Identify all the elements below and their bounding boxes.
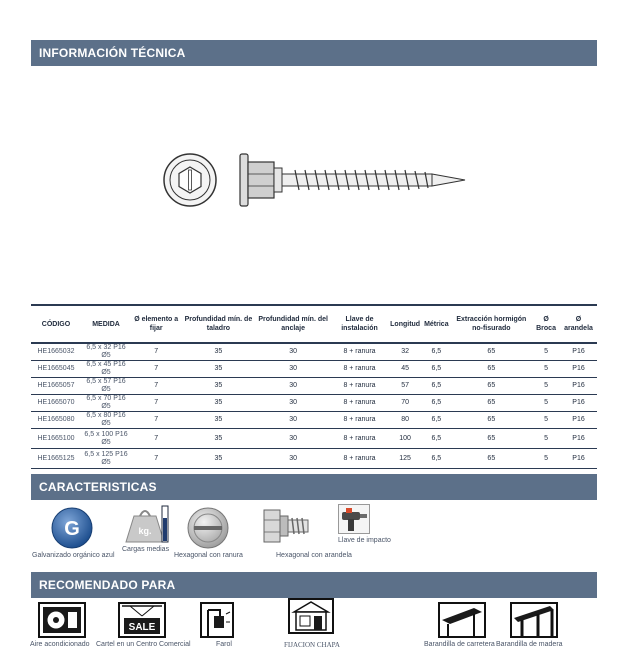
table-cell: 30: [289, 382, 298, 389]
table-row: [31, 361, 597, 378]
cell-medida: 6,5 x 32 P16 Ø5: [86, 344, 126, 359]
characteristic-galvanized: [32, 506, 115, 566]
recommended-sheet-fixing: [284, 598, 340, 654]
header-extraction: Extracción hormigón no-fisurado: [456, 316, 527, 332]
table-cell: 6,5: [431, 348, 442, 355]
header-metric: Métrica: [424, 320, 449, 328]
table-cell: 8 + ranura: [343, 348, 376, 355]
header-medida: MEDIDA: [92, 320, 120, 328]
table-row: [31, 395, 597, 412]
section-header-characteristics: CARACTERISTICAS: [31, 474, 597, 500]
recommended-label: FIJACION CHAPA: [284, 641, 340, 649]
table-cell: 7: [154, 399, 159, 406]
recommended-label: Aire acondicionado: [30, 641, 90, 648]
table-cell: 6,5: [431, 399, 442, 406]
characteristic-impact-wrench: [338, 504, 391, 564]
recommended-mall-sign: [96, 602, 191, 654]
table-cell: 100: [399, 434, 411, 442]
lamp-icon: [200, 602, 234, 638]
galvanized-badge-text: G: [64, 518, 80, 540]
table-cell: 5: [544, 399, 548, 406]
table-cell: 5: [544, 454, 548, 462]
table-cell: 65: [487, 454, 496, 462]
header-drill-depth: Profundidad mín. de taladro: [184, 316, 253, 332]
cell-medida: 6,5 x 57 P16 Ø5: [86, 378, 126, 393]
weight-icon: [120, 502, 172, 546]
cell-medida: 6,5 x 45 P16 Ø5: [86, 361, 126, 376]
air-conditioner-icon: [38, 602, 86, 638]
impact-wrench-icon: [338, 504, 370, 534]
table-cell: 35: [214, 454, 223, 462]
characteristic-hex-washer: [262, 502, 352, 562]
table-cell: P16: [572, 365, 585, 372]
table-row: [31, 449, 597, 469]
table-cell: 7: [154, 416, 159, 423]
cell-code: HE1665045: [37, 365, 75, 372]
table-cell: P16: [572, 416, 585, 423]
table-cell: 30: [289, 399, 298, 406]
table-cell: 35: [214, 416, 223, 423]
table-cell: 32: [401, 348, 409, 355]
table-cell: 30: [289, 365, 298, 372]
table-cell: 30: [289, 454, 298, 462]
cell-code: HE1665070: [37, 399, 75, 406]
table-cell: P16: [572, 348, 585, 355]
table-cell: P16: [572, 399, 585, 406]
sale-sign-icon: [118, 602, 166, 638]
table-cell: P16: [572, 382, 585, 389]
recommended-label: Barandilla de carretera: [424, 641, 495, 648]
table-cell: P16: [572, 434, 585, 442]
table-cell: 30: [289, 416, 298, 423]
cell-medida: 6,5 x 70 P16 Ø5: [86, 395, 126, 410]
cell-code: HE1665057: [37, 382, 75, 389]
table-cell: 65: [487, 416, 496, 423]
characteristic-hex-slot: [174, 506, 243, 566]
table-cell: 8 + ranura: [343, 416, 376, 423]
recommended-lamp: [200, 602, 240, 654]
recommended-highway-barrier: [424, 602, 495, 654]
table-cell: 7: [154, 365, 159, 372]
header-length: Longitud: [390, 320, 421, 328]
table-cell: 6,5: [431, 454, 442, 462]
table-row: [31, 429, 597, 449]
screw-illustration: [160, 140, 470, 220]
table-cell: 8 + ranura: [343, 365, 376, 372]
table-cell: 65: [487, 434, 496, 442]
section-header-tech-info: INFORMACIÓN TÉCNICA: [31, 40, 597, 66]
section-header-recommended: RECOMENDADO PARA: [31, 572, 597, 598]
tech-data-table: [31, 304, 597, 469]
table-cell: 35: [214, 365, 223, 372]
table-cell: 5: [544, 416, 548, 423]
table-row: [31, 343, 597, 361]
cell-code: HE1665125: [37, 454, 75, 462]
table-header-row: [31, 305, 597, 343]
recommended-wood-railing: [496, 602, 563, 654]
table-cell: 35: [214, 434, 223, 442]
table-cell: 65: [487, 399, 496, 406]
table-cell: 57: [401, 382, 409, 389]
table-cell: 6,5: [431, 365, 442, 372]
header-washer: Ø arandela: [564, 316, 593, 332]
table-cell: 7: [154, 454, 159, 462]
characteristic-label: Cargas medias: [122, 546, 170, 553]
wood-railing-icon: [510, 602, 558, 638]
table-cell: 35: [214, 382, 223, 389]
cell-code: HE1665080: [37, 416, 75, 423]
table-cell: 7: [154, 434, 159, 442]
table-cell: 6,5: [431, 416, 442, 423]
cell-code: HE1665032: [37, 348, 75, 355]
highway-barrier-icon: [438, 602, 486, 638]
table-cell: 8 + ranura: [343, 434, 376, 442]
table-cell: 45: [401, 365, 409, 372]
table-cell: 8 + ranura: [343, 399, 376, 406]
table-cell: 65: [487, 365, 496, 372]
galvanized-g-icon: [50, 506, 98, 550]
recommended-air-conditioner: [30, 602, 90, 654]
table-cell: 125: [399, 454, 411, 462]
table-cell: 30: [289, 348, 298, 355]
table-cell: 80: [401, 416, 409, 423]
table-cell: P16: [572, 454, 585, 462]
table-cell: 65: [487, 382, 496, 389]
characteristic-label: Hexagonal con ranura: [174, 552, 243, 559]
header-install-key: Llave de instalación: [341, 316, 378, 332]
table-cell: 7: [154, 348, 159, 355]
table-cell: 65: [487, 348, 496, 355]
header-codigo: CÓDIGO: [41, 320, 71, 328]
cell-medida: 6,5 x 100 P16 Ø5: [84, 430, 128, 446]
table-cell: 5: [544, 382, 548, 389]
table-cell: 5: [544, 348, 548, 355]
header-anchor-depth: Profundidad mín. del anclaje: [258, 316, 328, 332]
table-cell: 8 + ranura: [343, 454, 376, 462]
hex-slot-head-icon: [186, 506, 232, 550]
sale-sign-text: SALE: [128, 622, 156, 633]
hex-washer-screw-icon: [262, 502, 310, 548]
cell-medida: 6,5 x 125 P16 Ø5: [84, 450, 128, 466]
characteristic-label: Hexagonal con arandela: [276, 552, 352, 559]
characteristic-label: Galvanizado orgánico azul: [32, 552, 115, 559]
weight-badge-text: kg.: [138, 526, 152, 536]
table-row: [31, 412, 597, 429]
table-cell: 35: [214, 348, 223, 355]
recommended-label: Barandilla de madera: [496, 641, 563, 648]
table-cell: 35: [214, 399, 223, 406]
table-cell: 5: [544, 434, 548, 442]
recommended-label: Farol: [216, 641, 232, 648]
sheet-fixing-icon: [288, 598, 334, 634]
characteristic-label: Llave de impacto: [338, 537, 391, 544]
cell-code: HE1665100: [37, 434, 75, 442]
table-cell: 30: [289, 434, 298, 442]
table-cell: 8 + ranura: [343, 382, 376, 389]
header-element-diameter: Ø elemento a fijar: [134, 316, 179, 332]
table-cell: 6,5: [431, 382, 442, 389]
recommended-label: Cartel en un Centro Comercial: [96, 641, 191, 648]
table-row: [31, 378, 597, 395]
header-drill-bit: Ø Broca: [536, 316, 556, 332]
table-cell: 7: [154, 382, 159, 389]
table-cell: 6,5: [431, 434, 442, 442]
table-cell: 5: [544, 365, 548, 372]
cell-medida: 6,5 x 80 P16 Ø5: [86, 412, 126, 427]
characteristic-medium-loads: [120, 502, 170, 562]
table-cell: 70: [401, 399, 409, 406]
